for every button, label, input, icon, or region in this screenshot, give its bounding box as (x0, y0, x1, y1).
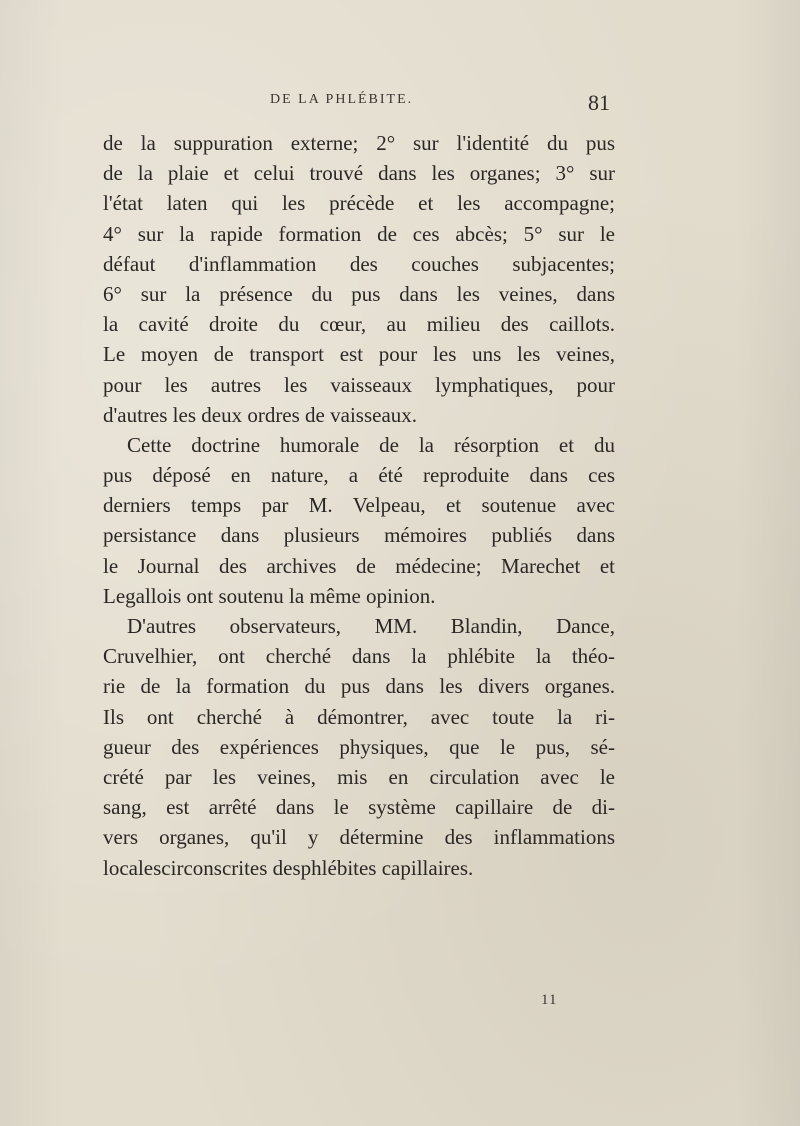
text-line: sang, est arrêté dans le système capillaire de di- (103, 795, 615, 820)
running-head (0, 90, 800, 114)
text-line: crété par les veines, mis en circulation avec le (103, 764, 615, 789)
text-line: défaut d'inflammation des couches subjacentes; (103, 251, 615, 276)
text-line: l'état laten qui les précède et les accompagne; (103, 191, 615, 216)
paragraph-start-line: D'autres observateurs, MM. Blandin, Dance, (127, 614, 615, 638)
text-line: Legallois ont soutenu la même opinion. (103, 583, 436, 608)
text-line: derniers temps par M. Velpeau, et soutenue avec (103, 493, 615, 518)
text-line: Ils ont cherché à démontrer, avec toute la ri- (103, 704, 615, 729)
text-line: 4° sur la rapide formation de ces abcès; 5° sur le (103, 221, 615, 246)
page-number: 81 (588, 90, 610, 115)
text-line: rie de la formation du pus dans les divers organes. (103, 674, 615, 699)
text-line: la cavité droite du cœur, au milieu des caillots. (103, 312, 615, 337)
paragraph-start-line: Cette doctrine humorale de la résorption et du (127, 432, 615, 457)
text-line: persistance dans plusieurs mémoires publiés dans (103, 523, 615, 548)
text-line: vers organes, qu'il y détermine des inflammations (103, 825, 615, 850)
text-line: de la plaie et celui trouvé dans les organes; 3° sur (103, 161, 615, 186)
text-line: le Journal des archives de médecine; Marechet et (103, 553, 615, 578)
signature-mark: 11 (541, 992, 558, 1008)
body-text (103, 128, 615, 883)
running-title: DE LA PHLÉBITE. (270, 92, 414, 107)
text-line: localescirconscrites desphlébites capillaires. (103, 855, 474, 880)
text-line: Cruvelhier, ont cherché dans la phlébite la théo- (103, 644, 615, 669)
text-line: pus déposé en nature, a été reproduite dans ces (103, 463, 615, 488)
text-line: pour les autres les vaisseaux lymphatiques, pour (103, 372, 615, 397)
text-line: 6° sur la présence du pus dans les veines, dans (103, 281, 615, 306)
text-line: Le moyen de transport est pour les uns les veines, (103, 342, 615, 367)
text-line: gueur des expériences physiques, que le pus, sé- (103, 734, 615, 759)
text-line: d'autres les deux ordres de vaisseaux. (103, 402, 418, 427)
text-line: de la suppuration externe; 2° sur l'identité du pus (103, 131, 615, 155)
